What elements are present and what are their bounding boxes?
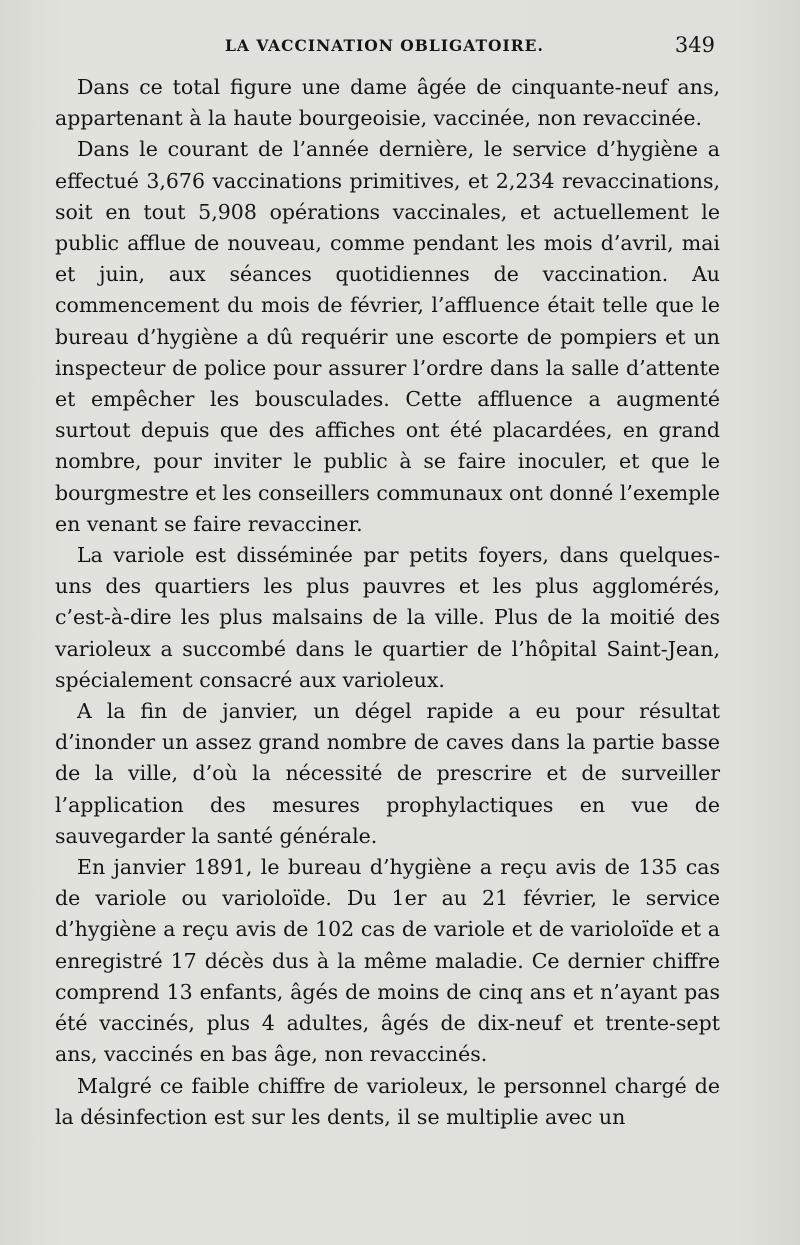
page-number: 349 — [674, 33, 715, 57]
paragraph: Malgré ce faible chiffre de varioleux, le personnel chargé de la désinfection est sur les dents, il se multiplie avec un — [55, 1073, 720, 1129]
running-title: LA VACCINATION OBLIGATOIRE. — [225, 36, 544, 55]
paragraph: La variole est disséminée par petits foyers, dans quelques-uns des quartiers les plus pauvres et les plus agglomérés, c’est-à-dire les plus malsains de la ville. Plus de la moitié des varioleux a succombé dans le quartier de l’hôpital Saint-Jean, spécialement consacré aux varioleux. — [55, 543, 720, 692]
paragraph: A la fin de janvier, un dégel rapide a eu pour résultat d’inonder un assez grand nombre de caves dans la partie basse de la ville, d’où la nécessité de prescrire et de surveiller l’application des mesures prophylactiques en vue de sauvegarder la santé générale. — [55, 699, 720, 848]
paragraph: Dans ce total figure une dame âgée de cinquante-neuf ans, appartenant à la haute bourgeoisie, vaccinée, non revaccinée. — [55, 75, 720, 131]
running-head — [55, 33, 715, 62]
body-text — [55, 72, 720, 1133]
paragraph: En janvier 1891, le bureau d’hygiène a reçu avis de 135 cas de variole ou varioloïde. Du 1er au 21 février, le service d’hygiène a reçu avis de 102 cas de variole et de varioloïde et a enregistré 17 décès dus à la même maladie. Ce dernier chiffre comprend 13 enfants, âgés de moins de cinq ans et n’ayant pas été vaccinés, plus 4 adultes, âgés de dix-neuf et trente-sept ans, vaccinés en bas âge, non revaccinés. — [55, 855, 720, 1067]
paragraph: Dans le courant de l’année dernière, le service d’hygiène a effectué 3,676 vaccinations primitives, et 2,234 revaccinations, soit en tout 5,908 opérations vaccinales, et actuellement le public afflue de nouveau, comme pendant les mois d’avril, mai et juin, aux séances quotidiennes de vaccination. Au commencement du mois de février, l’affluence était telle que le bureau d’hygiène a dû requérir une escorte de pompiers et un inspecteur de police pour assurer l’ordre dans la salle d’attente et empêcher les bousculades. Cette affluence a augmenté surtout depuis que des affiches ont été placardées, en grand nombre, pour inviter le public à se faire inoculer, et que le bourgmestre et les conseillers communaux ont donné l’exemple en venant se faire revacciner. — [55, 137, 720, 536]
